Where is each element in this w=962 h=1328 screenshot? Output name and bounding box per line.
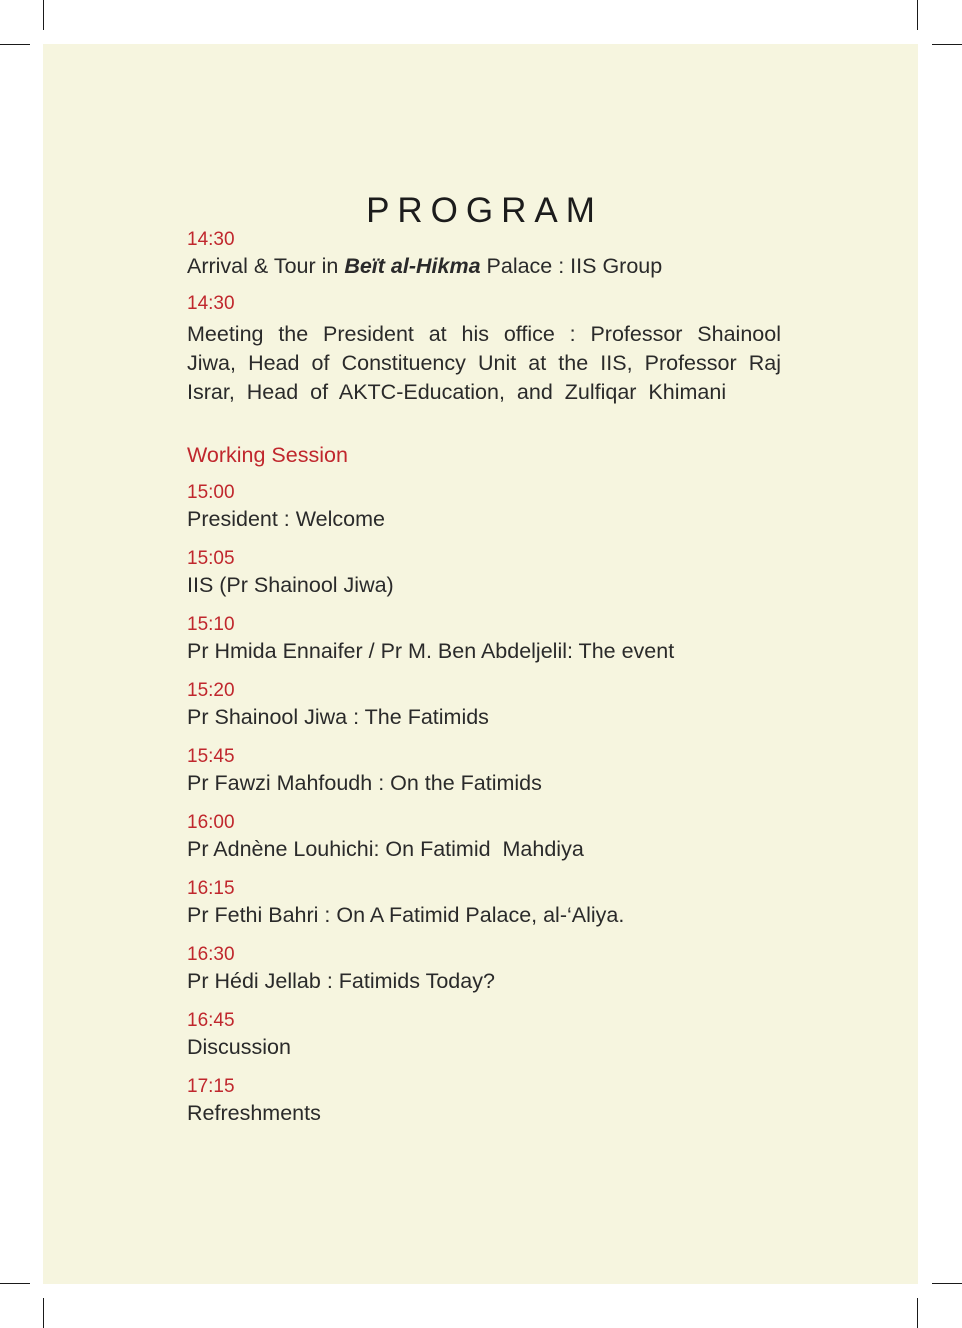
program-content	[187, 228, 781, 1141]
item-time: 15:45	[187, 746, 235, 767]
session-item	[187, 811, 781, 864]
item-text: Pr Fethi Bahri : On A Fatimid Palace, al-‘Aliya.	[187, 903, 625, 927]
program-page	[43, 44, 918, 1284]
item-time: 16:00	[187, 812, 235, 833]
item-time: 15:20	[187, 680, 235, 701]
session-item	[187, 745, 781, 798]
item-time: 15:05	[187, 548, 235, 569]
item-text: IIS (Pr Shainool Jiwa)	[187, 573, 394, 597]
item-text-part: Palace : IIS Group	[480, 254, 663, 278]
item-text-line: Israr, Head of AKTC-Education, and Zulfiqar Khimani	[187, 380, 727, 404]
session-item	[187, 481, 781, 534]
crop-mark	[0, 1283, 30, 1284]
item-time: 16:45	[187, 1010, 235, 1031]
item-time: 15:00	[187, 482, 235, 503]
item-time: 14:30	[187, 229, 235, 250]
program-item	[187, 292, 781, 407]
crop-mark	[43, 0, 44, 30]
item-text-line: Jiwa, Head of Constituency Unit at the IIS, Professor Raj	[187, 351, 781, 375]
crop-mark	[917, 1298, 918, 1328]
session-item	[187, 943, 781, 996]
item-text	[187, 252, 781, 281]
page-title: PROGRAM	[366, 191, 603, 230]
session-item	[187, 1009, 781, 1062]
crop-mark	[932, 44, 962, 45]
item-text-part: Arrival & Tour in	[187, 254, 345, 278]
session-item	[187, 613, 781, 666]
item-text: President : Welcome	[187, 507, 385, 531]
item-text: Pr Fawzi Mahfoudh : On the Fatimids	[187, 771, 542, 795]
venue-name: Beït al-Hikma	[344, 254, 481, 278]
item-time: 15:10	[187, 614, 235, 635]
item-text-line: Meeting the President at his office : Professor Shainool	[187, 322, 781, 346]
crop-mark	[917, 0, 918, 30]
session-list	[187, 481, 781, 1128]
item-text: Refreshments	[187, 1101, 321, 1125]
session-item	[187, 679, 781, 732]
crop-mark	[0, 44, 30, 45]
item-text: Pr Hmida Ennaifer / Pr M. Ben Abdeljelil: The event	[187, 639, 675, 663]
item-time: 16:30	[187, 944, 235, 965]
section-title: Working Session	[187, 443, 348, 467]
session-item	[187, 1075, 781, 1128]
crop-mark	[932, 1283, 962, 1284]
item-time: 14:30	[187, 293, 235, 314]
crop-mark	[43, 1298, 44, 1328]
item-text: Pr Hédi Jellab : Fatimids Today?	[187, 969, 495, 993]
item-time: 17:15	[187, 1076, 235, 1097]
session-item	[187, 877, 781, 930]
item-time: 16:15	[187, 878, 235, 899]
item-text: Pr Shainool Jiwa : The Fatimids	[187, 705, 489, 729]
item-text: Discussion	[187, 1035, 291, 1059]
program-item	[187, 228, 781, 281]
session-item	[187, 547, 781, 600]
item-text: Pr Adnène Louhichi: On Fatimid Mahdiya	[187, 837, 584, 861]
